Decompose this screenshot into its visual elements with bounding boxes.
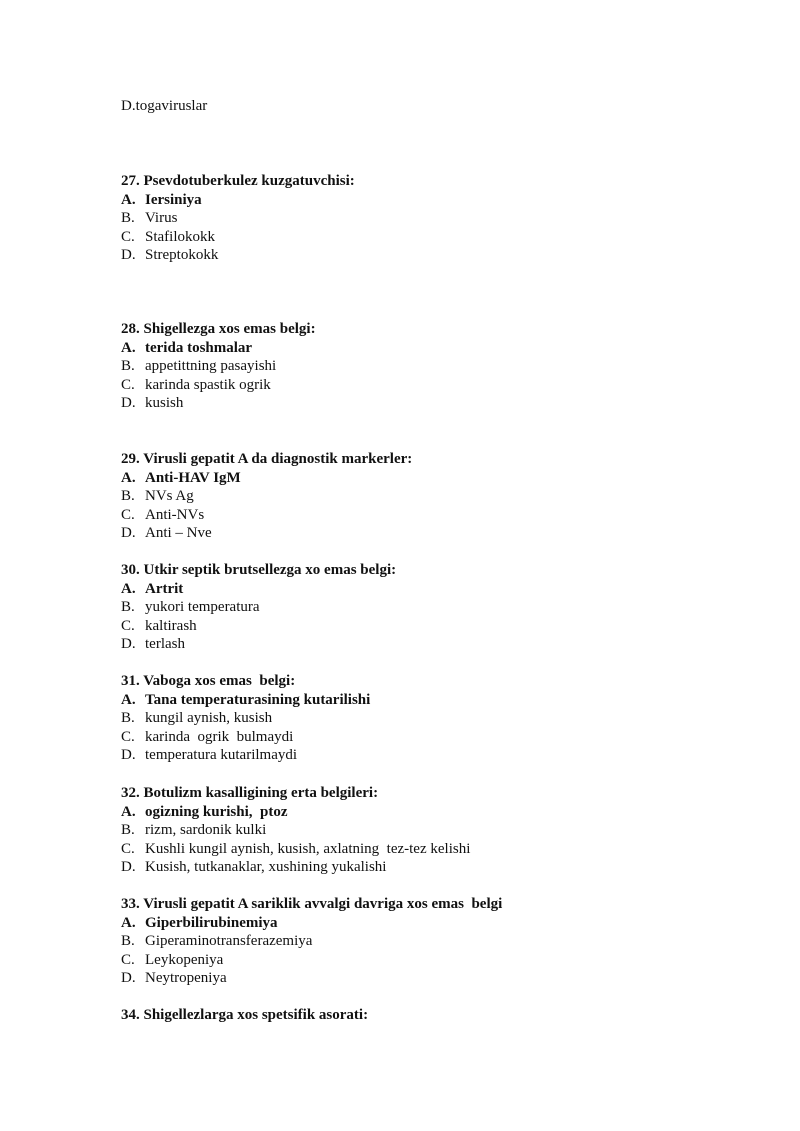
option-text: terlash: [145, 636, 185, 652]
option-text: kaltirash: [145, 617, 197, 634]
option-text: Kushli kungil aynish, kusish, axlatning tez-tez kelishi: [145, 840, 471, 857]
previous-answer-tail: D.togaviruslar: [121, 98, 208, 114]
option-text: Iersiniya: [145, 191, 202, 208]
option-letter: D.: [121, 970, 136, 986]
option-text: NVs Ag: [145, 488, 194, 504]
option-text: Anti-NVs: [145, 506, 205, 523]
option-letter: C.: [121, 228, 135, 245]
option-letter: C.: [121, 376, 135, 393]
option-letter: A.: [121, 339, 136, 356]
option-text: Anti-HAV IgM: [145, 469, 241, 486]
answer-option: [121, 394, 183, 412]
option-text: ogizning kurishi, ptoz: [145, 803, 288, 820]
option-text: Stafilokokk: [145, 228, 215, 245]
option-text: karinda ogrik bulmaydi: [145, 728, 294, 745]
answer-option: [121, 951, 223, 969]
answer-option: [121, 246, 218, 264]
option-letter: A.: [121, 191, 136, 208]
question-title: 32. Botulizm kasalligining erta belgileri:: [121, 785, 379, 801]
option-letter: D.: [121, 747, 136, 763]
option-letter: D.: [121, 247, 136, 263]
option-text: Neytropeniya: [145, 970, 227, 986]
answer-option: [121, 821, 266, 839]
option-letter: B.: [121, 933, 135, 949]
option-letter: D.: [121, 395, 136, 411]
question-title: 28. Shigellezga xos emas belgi:: [121, 321, 316, 337]
answer-option: [121, 524, 212, 542]
option-text: yukori temperatura: [145, 599, 260, 615]
answer-option-correct: [121, 691, 370, 709]
question-title: 33. Virusli gepatit A sariklik avvalgi davriga xos emas belgi: [121, 896, 503, 912]
option-letter: C.: [121, 728, 135, 745]
question-title: 29. Virusli gepatit A da diagnostik markerler:: [121, 451, 413, 467]
option-text: kungil aynish, kusish: [145, 710, 273, 726]
option-letter: A.: [121, 914, 136, 931]
option-letter: A.: [121, 691, 136, 708]
answer-option: [121, 487, 194, 505]
answer-option: [121, 840, 470, 858]
answer-option: [121, 209, 177, 227]
option-letter: B.: [121, 710, 135, 726]
answer-option: [121, 376, 271, 394]
option-text: rizm, sardonik kulki: [145, 822, 267, 838]
option-text: terida toshmalar: [145, 339, 253, 356]
answer-option: [121, 858, 386, 876]
answer-option: [121, 932, 312, 950]
answer-option: [121, 357, 276, 375]
option-letter: C.: [121, 840, 135, 857]
option-letter: B.: [121, 358, 135, 374]
answer-option-correct: [121, 580, 183, 598]
option-text: Streptokokk: [145, 247, 219, 263]
option-letter: B.: [121, 488, 135, 504]
option-letter: D.: [121, 636, 136, 652]
question-title: 27. Psevdotuberkulez kuzgatuvchisi:: [121, 173, 355, 189]
answer-option-correct: [121, 803, 288, 821]
option-letter: D.: [121, 525, 136, 541]
answer-option: [121, 746, 297, 764]
answer-option-correct: [121, 191, 202, 209]
answer-option: [121, 728, 293, 746]
option-letter: C.: [121, 506, 135, 523]
question-title: 31. Vaboga xos emas belgi:: [121, 673, 296, 689]
option-letter: C.: [121, 617, 135, 634]
option-text: Kusish, tutkanaklar, xushining yukalishi: [145, 859, 387, 875]
question-title: 30. Utkir septik brutsellezga xo emas belgi:: [121, 562, 397, 578]
option-letter: C.: [121, 951, 135, 968]
answer-option-correct: [121, 914, 278, 932]
option-text: karinda spastik ogrik: [145, 376, 271, 393]
option-text: temperatura kutarilmaydi: [145, 747, 298, 763]
option-letter: D.: [121, 859, 136, 875]
option-letter: B.: [121, 822, 135, 838]
option-letter: B.: [121, 599, 135, 615]
option-text: Artrit: [145, 580, 184, 597]
option-letter: A.: [121, 580, 136, 597]
option-letter: A.: [121, 803, 136, 820]
answer-option: [121, 598, 260, 616]
answer-option: [121, 506, 204, 524]
answer-option: [121, 709, 272, 727]
option-text: Leykopeniya: [145, 951, 224, 968]
option-letter: B.: [121, 210, 135, 226]
answer-option: [121, 635, 185, 653]
answer-option: [121, 969, 227, 987]
option-letter: A.: [121, 469, 136, 486]
answer-option: [121, 228, 215, 246]
option-text: Giperaminotransferazemiya: [145, 933, 313, 949]
option-text: Virus: [145, 210, 178, 226]
option-text: Tana temperaturasining kutarilishi: [145, 691, 371, 708]
question-title: 34. Shigellezlarga xos spetsifik asorati:: [121, 1007, 369, 1023]
answer-option-correct: [121, 469, 241, 487]
option-text: kusish: [145, 395, 184, 411]
option-text: Giperbilirubinemiya: [145, 914, 278, 931]
option-text: appetittning pasayishi: [145, 358, 277, 374]
answer-option-correct: [121, 339, 252, 357]
option-text: Anti – Nve: [145, 525, 212, 541]
answer-option: [121, 617, 197, 635]
